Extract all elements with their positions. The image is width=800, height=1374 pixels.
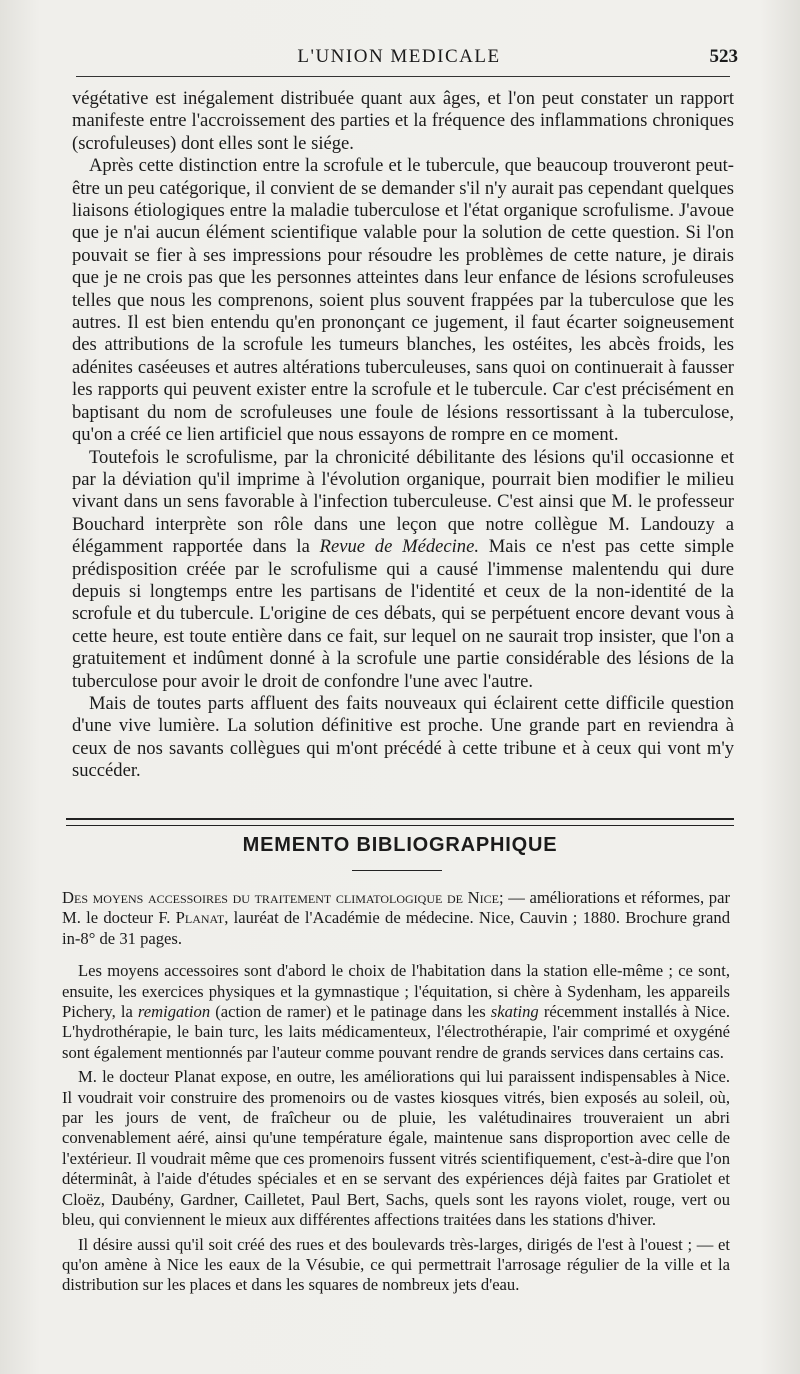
paragraph: végétative est inégalement distribuée quant aux âges, et l'on peut constater un rapport manifeste entre l'accroissement des parties et la fréquence des inflammations chroniques (scrofuleuses) dont elles sont le siége. [72, 88, 734, 154]
paragraph [62, 961, 730, 1063]
running-header [60, 46, 738, 72]
paragraph: M. le docteur Planat expose, en outre, les améliorations qui lui paraissent indispensables à Nice. Il voudrait voir construire des promenoirs ou de vastes kiosques vitrés, bien exposés au soleil, où, par les jours de vent, de fraîcheur ou de pluie, les valétudinaires trouveraient un abri convenablement aéré, ainsi qu'une température égale, maintenue sans disproportion avec celle de l'extérieur. Il voudrait même que ces promenoirs fussent vitrés scientifiquement, c'est-à-dire que l'on déterminât, à l'aide d'études spéciales et en se servant des expériences déjà faites par Gratiolet et Cloëz, Daubény, Gardner, Cailletet, Paul Bert, Sachs, quels sont les rayons violet, rouge, vert ou bleu, qui conviennent le mieux aux différentes affections traitées dans les stations d'hiver. [62, 1067, 730, 1230]
section-title: MEMENTO BIBLIOGRAPHIQUE [242, 834, 558, 856]
paragraph: Mais de toutes parts affluent des faits nouveaux qui éclairent cette difficile question d'une vive lumière. La solution définitive est proche. Une grande part en reviendra à ceux de nos savants collègues qui m'ont précédé à cette tribune et à ceux qui vont m'y succéder. [72, 692, 734, 782]
paragraph [72, 447, 734, 693]
paragraph-text: récemment installés à Nice. L'hydrothérapie, le bain turc, les laits médicamenteux, l'électrothérapie, l'air comprimé et oxygéné sont également mentionnés par l'auteur comme pouvant rendre de grands services dans certains cas. [62, 1002, 730, 1062]
paragraph: Il désire aussi qu'il soit créé des rues et des boulevards très-larges, dirigés de l'est à l'ouest ; — et qu'on amène à Nice les eaux de la Vésubie, ce qui permettrait l'arrosage régulier de la ville et la distribution sur les places et dans les squares de nombreux jets d'eau. [62, 1234, 730, 1295]
article-body [72, 88, 734, 783]
journal-title: L'UNION MEDICALE [297, 46, 501, 67]
reference-details: , lauréat de l'Académie de médecine. Nice, Cauvin ; 1880. Brochure grand in-8° de 31 pages. [62, 908, 730, 948]
header-rule [76, 76, 730, 77]
title-underline [352, 870, 442, 871]
page-number: 523 [709, 46, 738, 67]
bibliography-body [62, 888, 730, 1300]
reference-author: F. Planat [158, 908, 225, 928]
emphasis: remigation [137, 1002, 211, 1022]
journal-citation: Revue de Médecine. [319, 536, 479, 558]
paragraph: Après cette distinction entre la scrofule et le tubercule, que beaucoup trouveront peut-être un peu catégorique, il convient de se demander s'il n'y aurait pas cependant quelques liaisons étiologiques entre la maladie tuberculose et l'état organique scrofulisme. J'avoue que je n'ai aucun élément scientifique valable pour la solution de cette question. Si l'on pouvait se fier à ses impressions pour résoudre les problèmes de cette nature, je dirais que je ne crois pas que les personnes atteintes dans leur enfance de lésions scrofuleuses telles que nous les comprenons, soient plus souvent frappées par la tuberculose que les autres. Il est bien entendu qu'en prononçant ce jugement, il faut écarter soigneusement des attributions de la scrofule les tumeurs blanches, les ostéites, les abcès froids, les adénites caséeuses et autres altérations tuberculeuses, sans quoi on continuerait à fausser les rapports qui peuvent exister entre la scrofule et le tubercule. Car c'est précisément en baptisant du nom de scrofuleuses une foule de lésions ressortissant à la tuberculose, qu'on a créé ce lien artificiel que nous essayons de rompre en ce moment. [72, 155, 734, 446]
paragraph-text: Les moyens accessoires sont d'abord le choix de l'habitation dans la station elle-même ; ce sont, ensuite, les exercices physiques et la gymnastique ; l'équitation, si chère à Sydenham, les appareils Pichery, la [62, 961, 730, 1022]
bibliographic-reference [62, 888, 730, 949]
section-double-rule [66, 818, 734, 826]
paragraph-text: Toutefois le scrofulisme, par la chronicité débilitante des lésions qu'il occasionne et par la déviation qu'il imprime à l'évolution organique, pourrait bien modifier le milieu vivant dans un sens favorable à l'infection tuberculeuse. C'est ainsi que M. le professeur Bouchard interprète son rôle dans une leçon que notre collègue M. Landouzy a élégamment rapportée dans la [72, 446, 734, 558]
reference-text: ; — améliorations et réformes, par M. le docteur [62, 888, 730, 928]
paragraph-text: (action de ramer) et le patinage dans les [210, 1002, 491, 1022]
paragraph-text: Mais ce n'est pas cette simple prédisposition créée par le scrofulisme qui a causé l'immense malentendu qui dure depuis si longtemps entre les partisans de l'identité et ceux de la non-identité de la scrofule et du tubercule. L'origine de ces débats, qui se perpétuent encore devant vous à cette heure, est toute entière dans ce fait, sur lequel on ne saurait trop insister, que l'on a gratuitement et indûment donné à la scrofule une partie considérable des lésions de la tuberculose pour avoir le droit de confondre l'une avec l'autre. [72, 536, 735, 692]
emphasis: skating [490, 1002, 539, 1022]
reference-title: Des moyens accessoires du traitement climatologique de Nice [62, 888, 499, 907]
